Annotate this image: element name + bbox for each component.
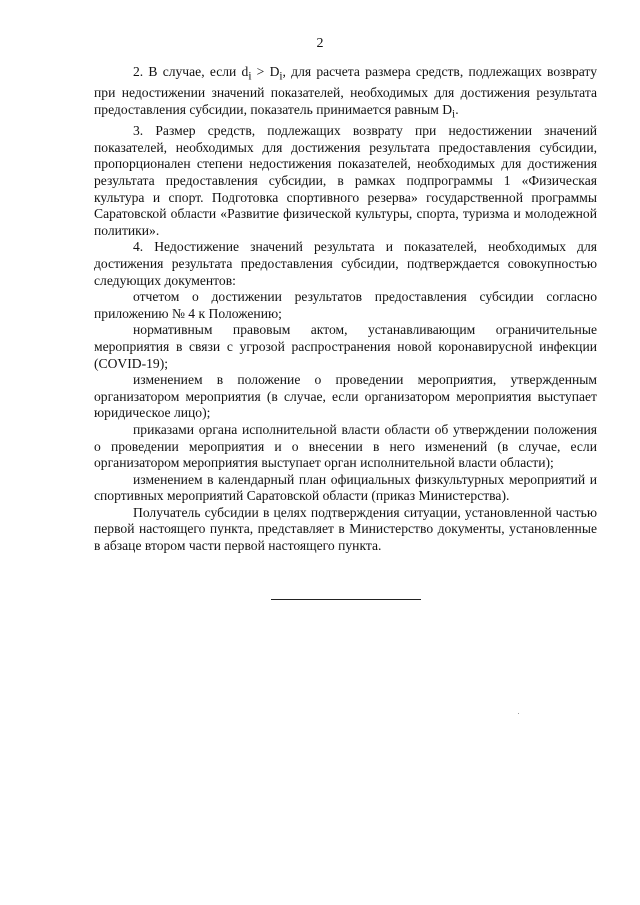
paragraph-2-mid: > D	[251, 64, 280, 79]
document-body	[94, 64, 597, 555]
paragraph-orders: приказами органа исполнительной власти области об утверждении положения о проведении мероприятия и о внесении в него изменений (в случае, если организатором мероприятия выступает орган исполнительной власти области);	[94, 421, 597, 471]
scan-speck	[518, 713, 519, 714]
end-separator-line	[271, 599, 421, 600]
paragraph-2-rest: , для расчета размера средств, подлежащих возврату при недостижении значений показателей, необходимых для достижения результата предоставления субсидии, показатель принимается равным D	[94, 64, 597, 117]
paragraph-2-lead: 2. В случае, если d	[133, 64, 249, 79]
paragraph-4: 4. Недостижение значений результата и показателей, необходимых для достижения результата предоставления субсидии, подтверждается совокупностью следующих документов:	[94, 239, 597, 288]
paragraph-recipient: Получатель субсидии в целях подтверждения ситуации, установленной частью первой настоящего пункта, представляет в Министерство документы, установленные в абзаце втором части первой настоящего пункта.	[94, 504, 597, 554]
paragraph-2	[94, 64, 597, 123]
page-number: 2	[316, 36, 324, 51]
paragraph-3: 3. Размер средств, подлежащих возврату при недостижении значений показателей, необходимых для достижения результата предоставления субсидии, пропорционален степени недостижения показателей, необходимых для достижения результата предоставления субсидии, в рамках подпрограммы 1 «Физическая культура и спорт. Подготовка спортивного резерва» государственной программы Саратовской области «Развитие физической культуры, спорта, туризма и молодежной политики».	[94, 123, 597, 238]
subscript-i: i	[248, 70, 252, 83]
subscript-i: i	[279, 70, 283, 83]
paragraph-regulation-change: изменением в положение о проведении мероприятия, утвержденным организатором мероприятия (в случае, если организатором мероприятия выступает юридическое лицо);	[94, 372, 597, 421]
subscript-i: i	[452, 108, 456, 121]
paragraph-report: отчетом о достижении результатов предоставления субсидии согласно приложению № 4 к Положению;	[94, 289, 597, 321]
paragraph-2-tail: .	[455, 101, 459, 117]
paragraph-normative-act: нормативным правовым актом, устанавливающим ограничительные мероприятия в связи с угрозой распространения новой коронавирусной инфекции (COVID-19);	[94, 322, 597, 371]
paragraph-calendar-change: изменением в календарный план официальных физкультурных мероприятий и спортивных мероприятий Саратовской области (приказ Министерства).	[94, 471, 597, 504]
